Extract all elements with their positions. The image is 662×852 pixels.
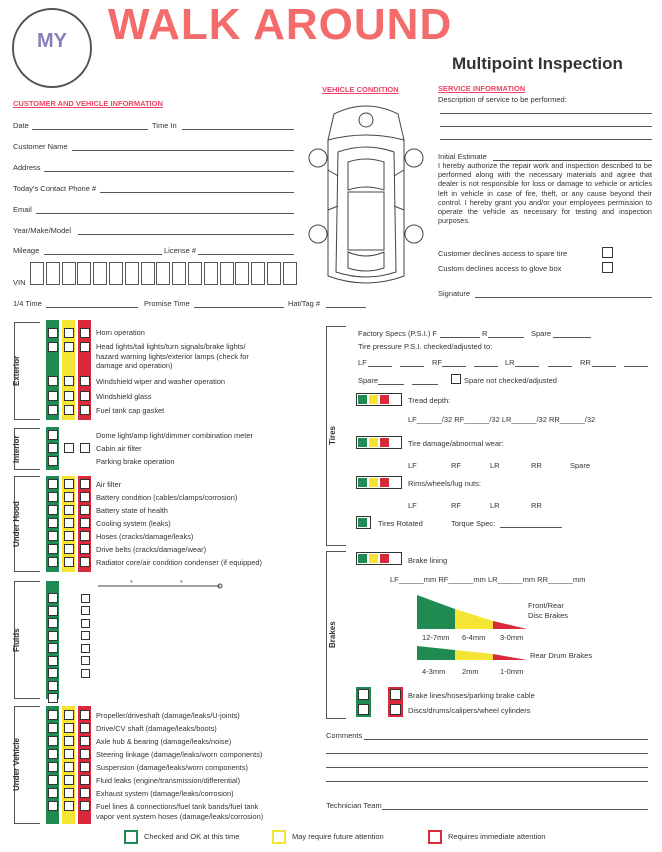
- factory-spare-label: Spare: [531, 329, 552, 338]
- address-label: Address: [13, 163, 41, 172]
- pressure-spare-field[interactable]: [378, 384, 404, 385]
- tires-rotated-label: Tires Rotated: [378, 519, 423, 528]
- factory-front-field[interactable]: [440, 337, 480, 338]
- fluid-level-checkbox[interactable]: [81, 619, 90, 628]
- exterior-checkbox[interactable]: [64, 391, 74, 401]
- vin-box[interactable]: [30, 262, 44, 285]
- page-title: WALK AROUND: [108, 0, 453, 49]
- damage-position-rf: RF: [451, 461, 461, 470]
- rims-position-rf: RF: [451, 501, 461, 510]
- under-vehicle-checkbox[interactable]: [48, 801, 58, 811]
- under-hood-checkbox[interactable]: [64, 505, 74, 515]
- mileage-field[interactable]: [44, 254, 162, 255]
- dipstick-icon: [96, 580, 226, 592]
- under-hood-item-label: Hoses (cracks/damage/leaks): [96, 532, 194, 541]
- disc-label-2: Disc Brakes: [528, 611, 569, 620]
- pressure-rf-field[interactable]: [442, 366, 466, 367]
- legend-yellow-label: May require future attention: [292, 832, 384, 841]
- fluid-checkbox[interactable]: [48, 668, 58, 678]
- exterior-checkbox[interactable]: [80, 342, 90, 352]
- service-description-label: Description of service to be performed:: [438, 95, 567, 104]
- under-vehicle-checkbox[interactable]: [80, 788, 90, 798]
- fluid-checkbox[interactable]: [48, 693, 58, 703]
- damage-position-spare_lbl: Spare: [570, 461, 591, 470]
- exterior-checkbox[interactable]: [80, 376, 90, 386]
- interior-checkbox[interactable]: [48, 456, 58, 466]
- fluid-checkbox[interactable]: [48, 618, 58, 628]
- promise-time-field[interactable]: [194, 307, 284, 308]
- authorization-text: I hereby authorize the repair work and inspection described to be performed along with the necessary materials and agree that dealer is not responsible for loss or damage to vehicle or articles left in vehicle in case of fire, theft, or any cause beyond their control. I hereby grant you and/or your employees permission to operate the vehicle as necessary for testing and inspection purposes.: [438, 161, 652, 226]
- pressure-spare-field-2[interactable]: [412, 384, 438, 385]
- vin-label: VIN: [13, 278, 26, 287]
- under-hood-checkbox[interactable]: [48, 531, 58, 541]
- promise-time-label: Promise Time: [144, 299, 190, 308]
- exterior-checkbox[interactable]: [80, 391, 90, 401]
- pressure-rf-label: RF: [432, 358, 442, 367]
- pressure-lf-field[interactable]: [368, 366, 392, 367]
- pressure-lf-label: LF: [358, 358, 367, 367]
- under-hood-checkbox[interactable]: [80, 505, 90, 515]
- fluid-checkbox[interactable]: [48, 593, 58, 603]
- fluid-level-checkbox[interactable]: [81, 606, 90, 615]
- interior-item-label: Dome light/amp light/dimmer combination meter: [96, 431, 253, 440]
- torque-spec-label: Torque Spec:: [451, 519, 496, 528]
- exterior-item-label: Horn operation: [96, 328, 145, 337]
- comments-line-1[interactable]: [364, 739, 648, 740]
- exterior-item-label: Head lights/tail lights/turn signals/brake lights/: [96, 342, 246, 351]
- torque-spec-field[interactable]: [500, 527, 562, 528]
- drum-scale-2: 2mm: [462, 667, 479, 676]
- rims-position-rr: RR: [531, 501, 542, 510]
- under-hood-checkbox[interactable]: [80, 492, 90, 502]
- exterior-checkbox[interactable]: [48, 328, 58, 338]
- tread-row: LF______/32 RF______/32 LR______/32 RR______/32: [408, 415, 596, 424]
- interior-checkbox[interactable]: [64, 443, 74, 453]
- interior-checkbox[interactable]: [48, 430, 58, 440]
- under-hood-item-label: Battery condition (cables/clamps/corrosion): [96, 493, 238, 502]
- contact-phone-label: Today's Contact Phone #: [13, 184, 97, 193]
- fluid-checkbox[interactable]: [48, 643, 58, 653]
- interior-checkbox[interactable]: [80, 443, 90, 453]
- drum-brake-wear-scale: [417, 646, 529, 662]
- technician-field[interactable]: [382, 809, 648, 810]
- damage-position-rr: RR: [531, 461, 542, 470]
- under-vehicle-checkbox[interactable]: [64, 788, 74, 798]
- under-vehicle-checkbox[interactable]: [48, 788, 58, 798]
- under-hood-checkbox[interactable]: [64, 557, 74, 567]
- under-vehicle-checkbox[interactable]: [64, 762, 74, 772]
- vin-box[interactable]: [93, 262, 107, 285]
- signature-label: Signature: [438, 289, 471, 298]
- comments-line-2[interactable]: [326, 753, 648, 754]
- under-vehicle-checkbox[interactable]: [80, 710, 90, 720]
- quarter-time-label: 1/4 Time: [13, 299, 42, 308]
- interior-label: Interior: [12, 435, 21, 463]
- interior-item-label: Cabin air filter: [96, 444, 142, 453]
- date-label: Date: [13, 121, 29, 130]
- under-hood-item-label: Radiator core/air condition condenser (if equipped): [96, 558, 262, 567]
- vin-box[interactable]: [251, 262, 265, 285]
- under-vehicle-checkbox[interactable]: [48, 723, 58, 733]
- exterior-checkbox[interactable]: [80, 405, 90, 415]
- customer-name-field[interactable]: [72, 150, 294, 151]
- under-vehicle-item-label: Suspension (damage/leaks/worn components): [96, 763, 249, 772]
- fluid-checkbox[interactable]: [48, 681, 58, 691]
- interior-item-label: Parking brake operation: [96, 457, 175, 466]
- signature-field[interactable]: [475, 297, 652, 298]
- vin-box[interactable]: [172, 262, 186, 285]
- fluid-checkbox[interactable]: [48, 656, 58, 666]
- comments-label: Comments: [326, 731, 363, 740]
- under-vehicle-item-label: Axle hub & bearing (damage/leaks/noise): [96, 737, 232, 746]
- drum-scale-1: 4-3mm: [422, 667, 446, 676]
- hat-tag-label: Hat/Tag #: [288, 299, 321, 308]
- fluid-level-checkbox[interactable]: [81, 631, 90, 640]
- tire-damage-label: Tire damage/abnormal wear:: [408, 439, 504, 448]
- pressure-lr-field-2[interactable]: [548, 366, 572, 367]
- brakes-label: Brakes: [328, 621, 337, 649]
- email-field[interactable]: [36, 213, 294, 214]
- legend-green-box: [124, 830, 138, 844]
- dealer-logo: [12, 8, 92, 88]
- legend-red-label: Requires immediate attention: [448, 832, 546, 841]
- vehicle-condition-heading: VEHICLE CONDITION: [322, 85, 399, 94]
- factory-spare-field[interactable]: [553, 337, 591, 338]
- under-hood-checkbox[interactable]: [64, 531, 74, 541]
- damage-position-lf: LF: [408, 461, 417, 470]
- service-line-2[interactable]: [440, 126, 652, 127]
- vin-box[interactable]: [156, 262, 170, 285]
- fluid-level-checkbox[interactable]: [81, 656, 90, 665]
- factory-rear-field[interactable]: [488, 337, 524, 338]
- rims-position-lr: LR: [490, 501, 500, 510]
- declines-spare-checkbox[interactable]: [602, 247, 613, 258]
- under-vehicle-label: Under Vehicle: [12, 738, 21, 792]
- exterior-item-label: Windshield glass: [96, 392, 152, 401]
- exterior-checkbox[interactable]: [80, 328, 90, 338]
- spare-not-checked-checkbox[interactable]: [451, 374, 461, 384]
- under-vehicle-checkbox[interactable]: [80, 723, 90, 733]
- legend-green-label: Checked and OK at this time: [144, 832, 240, 841]
- under-vehicle-checkbox[interactable]: [64, 736, 74, 746]
- declines-glove-label: Custom declines access to glove box: [438, 264, 562, 273]
- brake-lines-label: Brake lines/hoses/parking brake cable: [408, 691, 535, 700]
- exterior-checkbox[interactable]: [64, 328, 74, 338]
- fluid-level-checkbox[interactable]: [81, 669, 90, 678]
- comments-line-3[interactable]: [326, 767, 648, 768]
- vin-box[interactable]: [77, 262, 91, 285]
- under-vehicle-checkbox[interactable]: [80, 762, 90, 772]
- discs-label: Discs/drums/calipers/wheel cylinders: [408, 706, 531, 715]
- spare-not-checked-label: Spare not checked/adjusted: [464, 376, 557, 385]
- under-vehicle-checkbox[interactable]: [80, 736, 90, 746]
- under-hood-label: Under Hood: [12, 501, 21, 547]
- under-hood-checkbox[interactable]: [80, 544, 90, 554]
- vin-box[interactable]: [109, 262, 123, 285]
- fluids-label: Fluids: [12, 628, 21, 652]
- factory-specs-label: Factory Specs (P.S.I.) F: [358, 329, 438, 338]
- exterior-item-label: damage and operation): [96, 361, 173, 370]
- fluid-level-checkbox[interactable]: [81, 644, 90, 653]
- pressure-lf-field-2[interactable]: [400, 366, 424, 367]
- discs-green-checkbox[interactable]: [358, 704, 369, 715]
- comments-line-4[interactable]: [326, 781, 648, 782]
- pressure-lr-label: LR: [505, 358, 515, 367]
- time-in-field[interactable]: [182, 129, 294, 130]
- service-line-1[interactable]: [440, 113, 652, 114]
- exterior-checkbox[interactable]: [48, 405, 58, 415]
- vin-box[interactable]: [188, 262, 202, 285]
- under-vehicle-checkbox[interactable]: [64, 801, 74, 811]
- year-make-model-field[interactable]: [78, 234, 294, 235]
- rims-label: Rims/wheels/lug nuts:: [408, 479, 481, 488]
- under-vehicle-checkbox[interactable]: [64, 710, 74, 720]
- tires-label: Tires: [328, 426, 337, 446]
- vin-box[interactable]: [125, 262, 139, 285]
- under-vehicle-checkbox[interactable]: [48, 749, 58, 759]
- fluid-checkbox[interactable]: [48, 631, 58, 641]
- under-hood-item-label: Cooling system (leaks): [96, 519, 171, 528]
- declines-glove-checkbox[interactable]: [602, 262, 613, 273]
- disc-label-1: Front/Rear: [528, 601, 564, 610]
- exterior-checkbox[interactable]: [48, 376, 58, 386]
- under-hood-checkbox[interactable]: [48, 518, 58, 528]
- initial-estimate-label: Initial Estimate: [438, 152, 487, 161]
- brake-lining-row: LF______mm RF______mm LR______mm RR______mm: [390, 575, 586, 584]
- logo-text: MY: [37, 30, 67, 52]
- under-hood-checkbox[interactable]: [80, 518, 90, 528]
- under-hood-checkbox[interactable]: [48, 544, 58, 554]
- under-hood-checkbox[interactable]: [48, 492, 58, 502]
- tire-damage-status-boxes[interactable]: [356, 436, 402, 449]
- under-hood-checkbox[interactable]: [80, 557, 90, 567]
- exterior-item-label: Fuel tank cap gasket: [96, 406, 165, 415]
- under-hood-item-label: Drive belts (cracks/damage/wear): [96, 545, 207, 554]
- under-hood-checkbox[interactable]: [48, 479, 58, 489]
- brake-lines-red-checkbox[interactable]: [390, 689, 401, 700]
- pressure-rr-field[interactable]: [592, 366, 616, 367]
- under-vehicle-item-label: Drive/CV shaft (damage/leaks/boots): [96, 724, 217, 733]
- under-vehicle-item-label: Propeller/driveshaft (damage/leaks/U-joints): [96, 711, 240, 720]
- svg-text:*: *: [130, 580, 133, 587]
- vin-box[interactable]: [62, 262, 76, 285]
- service-heading: SERVICE INFORMATION: [438, 84, 526, 93]
- under-hood-checkbox[interactable]: [80, 531, 90, 541]
- under-hood-checkbox[interactable]: [64, 518, 74, 528]
- page-subtitle: Multipoint Inspection: [452, 54, 623, 73]
- vehicle-diagram[interactable]: [304, 100, 428, 290]
- under-vehicle-checkbox[interactable]: [64, 775, 74, 785]
- quarter-time-field[interactable]: [46, 307, 138, 308]
- exterior-item-label: Windshield wiper and washer operation: [96, 377, 225, 386]
- under-vehicle-checkbox[interactable]: [48, 775, 58, 785]
- rims-position-lf: LF: [408, 501, 417, 510]
- license-label: License #: [164, 246, 197, 255]
- exterior-checkbox[interactable]: [48, 342, 58, 352]
- under-hood-checkbox[interactable]: [48, 557, 58, 567]
- disc-brake-wear-scale: [417, 593, 529, 633]
- pressure-spare-label: Spare: [358, 376, 379, 385]
- under-vehicle-checkbox[interactable]: [48, 736, 58, 746]
- disc-scale-3: 3-0mm: [500, 633, 524, 642]
- factory-rear-label: R: [482, 329, 488, 338]
- technician-label: Technician Team: [326, 801, 382, 810]
- legend-red-box: [428, 830, 442, 844]
- exterior-label: Exterior: [12, 355, 21, 387]
- under-vehicle-checkbox[interactable]: [80, 801, 90, 811]
- exterior-checkbox[interactable]: [64, 342, 74, 352]
- exterior-checkbox[interactable]: [64, 376, 74, 386]
- under-hood-checkbox[interactable]: [48, 505, 58, 515]
- legend-yellow-box: [272, 830, 286, 844]
- exterior-checkbox[interactable]: [64, 405, 74, 415]
- under-vehicle-checkbox[interactable]: [48, 710, 58, 720]
- vin-box[interactable]: [220, 262, 234, 285]
- service-line-3[interactable]: [440, 139, 652, 140]
- tire-pressure-label: Tire pressure P.S.I. checked/adjusted to:: [358, 342, 493, 351]
- declines-spare-label: Customer declines access to spare tire: [438, 249, 568, 258]
- under-vehicle-item-label: Fuel lines & connections/fuel tank bands/fuel tank: [96, 802, 259, 811]
- drum-label: Rear Drum Brakes: [530, 651, 593, 660]
- disc-scale-1: 12-7mm: [422, 633, 450, 642]
- pressure-lr-field[interactable]: [515, 366, 539, 367]
- email-label: Email: [13, 205, 32, 214]
- under-vehicle-checkbox[interactable]: [80, 775, 90, 785]
- vin-box[interactable]: [235, 262, 249, 285]
- fluid-level-checkbox[interactable]: [81, 594, 90, 603]
- under-vehicle-checkbox[interactable]: [64, 749, 74, 759]
- time-in-label: Time In: [152, 121, 177, 130]
- address-field[interactable]: [44, 171, 294, 172]
- tires-rotated-checkbox[interactable]: [356, 516, 371, 529]
- under-vehicle-checkbox[interactable]: [64, 723, 74, 733]
- brake-lining-status-boxes[interactable]: [356, 552, 402, 565]
- brake-lines-green-checkbox[interactable]: [358, 689, 369, 700]
- mileage-label: Mileage: [13, 246, 40, 255]
- under-vehicle-item-label: Fluid leaks (engine/transmission/differential): [96, 776, 241, 785]
- pressure-rr-label: RR: [580, 358, 591, 367]
- tread-depth-label: Tread depth:: [408, 396, 451, 405]
- under-vehicle-checkbox[interactable]: [80, 749, 90, 759]
- under-vehicle-checkbox[interactable]: [48, 762, 58, 772]
- hat-tag-field[interactable]: [326, 307, 366, 308]
- vin-box[interactable]: [46, 262, 60, 285]
- exterior-item-label: hazard warning lights/exterior lamps (check for: [96, 351, 249, 361]
- under-hood-checkbox[interactable]: [64, 492, 74, 502]
- svg-text:*: *: [180, 580, 183, 587]
- under-hood-item-label: Air filter: [96, 480, 122, 489]
- interior-checkbox[interactable]: [48, 443, 58, 453]
- discs-red-checkbox[interactable]: [390, 704, 401, 715]
- tread-status-boxes[interactable]: [356, 393, 402, 406]
- damage-position-lr: LR: [490, 461, 500, 470]
- under-vehicle-item-label: Steering linkage (damage/leaks/worn components): [96, 750, 263, 759]
- pressure-rf-field-2[interactable]: [474, 366, 498, 367]
- under-hood-checkbox[interactable]: [64, 479, 74, 489]
- under-hood-checkbox[interactable]: [64, 544, 74, 554]
- vin-box[interactable]: [141, 262, 155, 285]
- under-vehicle-item-label: Exhaust system (damage/leaks/corrosion): [96, 789, 234, 798]
- under-hood-item-label: Battery state of health: [96, 506, 168, 515]
- exterior-checkbox[interactable]: [48, 391, 58, 401]
- drum-scale-3: 1-0mm: [500, 667, 524, 676]
- customer-name-label: Customer Name: [13, 142, 68, 151]
- date-field[interactable]: [32, 129, 148, 130]
- contact-phone-field[interactable]: [100, 192, 294, 193]
- under-hood-checkbox[interactable]: [80, 479, 90, 489]
- vin-box[interactable]: [204, 262, 218, 285]
- vin-box[interactable]: [283, 262, 297, 285]
- pressure-rr-field-2[interactable]: [624, 366, 648, 367]
- fluid-checkbox[interactable]: [48, 606, 58, 616]
- brake-lining-label: Brake lining: [408, 556, 448, 565]
- under-vehicle-item-label: vapor vent system hoses (damage/leaks/corrosion): [96, 812, 264, 821]
- license-field[interactable]: [198, 254, 294, 255]
- customer-heading: CUSTOMER AND VEHICLE INFORMATION: [13, 99, 163, 108]
- disc-scale-2: 6-4mm: [462, 633, 486, 642]
- rims-status-boxes[interactable]: [356, 476, 402, 489]
- vin-box[interactable]: [267, 262, 281, 285]
- year-make-model-label: Year/Make/Model: [13, 226, 72, 235]
